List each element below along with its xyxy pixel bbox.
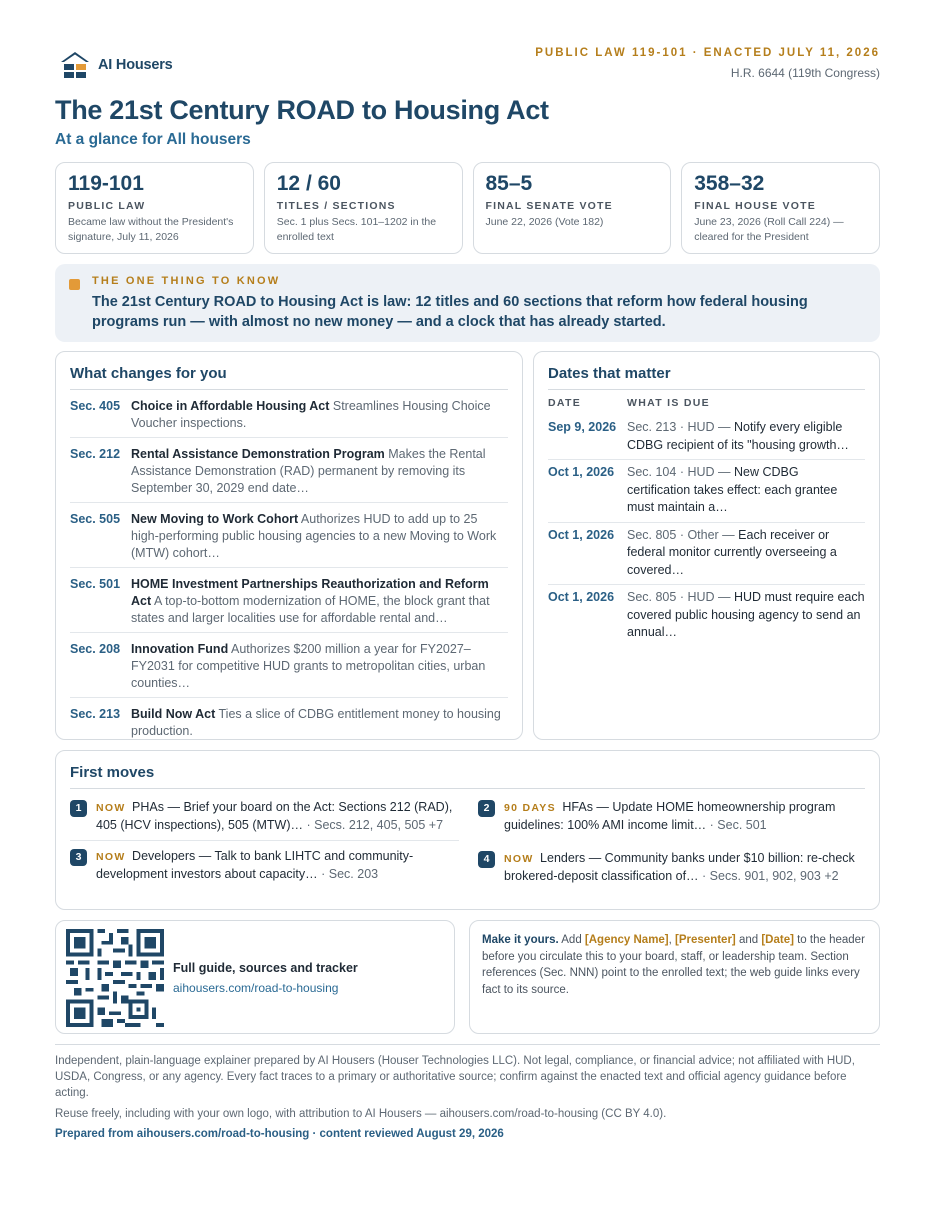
- move-body: [96, 799, 459, 834]
- callout-text: The 21st Century ROAD to Housing Act is law: 12 titles and 60 sections that reform how federal housing programs run — with almost no new money — and a clock that has already started.: [92, 294, 808, 330]
- first-moves-title: First moves: [70, 764, 865, 789]
- make-it-yours-t2: ,: [668, 934, 676, 946]
- brand-logo[interactable]: [60, 50, 173, 80]
- brand-name: AI Housers: [98, 57, 173, 73]
- date-ref: Sec. 104 · HUD —: [627, 465, 734, 479]
- move-number-badge: 3: [70, 849, 87, 866]
- bill-line: H.R. 6644 (119th Congress): [730, 66, 880, 80]
- one-thing-callout: [55, 264, 880, 342]
- changes-title: What changes for you: [70, 365, 508, 390]
- change-item: [70, 390, 508, 438]
- change-section: Sec. 501: [70, 577, 121, 591]
- date-row: [548, 585, 865, 647]
- date-value: Oct 1, 2026: [548, 527, 615, 542]
- change-item: [70, 568, 508, 633]
- date-what: [627, 464, 865, 517]
- change-section: Sec. 212: [70, 447, 121, 461]
- page-header: [55, 44, 880, 84]
- footer-reuse: Reuse freely, including with your own logo, with attribution to AI Housers — aihousers.com/road-to-housing (CC BY 4.0).: [55, 1108, 667, 1120]
- move-number-badge: 4: [478, 851, 495, 868]
- dates-title: Dates that matter: [548, 365, 865, 390]
- move-item: [478, 840, 867, 891]
- date-row: [548, 523, 865, 586]
- date-value: Sep 9, 2026: [548, 420, 617, 434]
- stat-desc: June 22, 2026 (Vote 182): [485, 216, 604, 228]
- stat-label: FINAL HOUSE VOTE: [694, 200, 816, 212]
- move-item: [478, 789, 867, 840]
- change-name: Choice in Affordable Housing Act: [131, 399, 330, 413]
- date-value: Oct 1, 2026: [548, 590, 615, 604]
- make-it-yours-t4: to the header before you circulate this to your board, staff, or leadership team. Section references (Sec. NNN) point to the enrolled text; the web guide links every fact to its source.: [482, 934, 865, 996]
- change-section: Sec. 208: [70, 642, 121, 656]
- dates-panel: [533, 351, 880, 740]
- change-name: New Moving to Work Cohort: [131, 512, 299, 526]
- changes-panel: [55, 351, 523, 740]
- stat-card-house-vote: [681, 162, 880, 254]
- law-meta: [535, 47, 880, 80]
- change-desc: Authorizes HUD to add up to 25 high-performing public housing agencies to a new Moving to Work (MTW) cohort…: [131, 512, 497, 560]
- stats-row: [55, 162, 880, 254]
- guide-link[interactable]: aihousers.com/road-to-housing: [173, 981, 339, 995]
- move-when: NOW: [96, 851, 126, 863]
- page-footer: [55, 1044, 880, 1142]
- footer-disclaimer: Independent, plain-language explainer prepared by AI Housers (Houser Technologies LLC). Not legal, compliance, or financial advice; not affiliated with HUD, USDA, Congress, or any agency. Every fact traces to a primary or authoritative source; confirm against the enacted text and official agency guidance before acting.: [55, 1055, 855, 1099]
- move-text: Developers — Talk to bank LIHTC and community-development investors about capacity…: [96, 849, 414, 881]
- move-text: PHAs — Brief your board on the Act: Sections 212 (RAD), 405 (HCV inspections), 505 (MTW)…: [96, 800, 453, 832]
- move-number-badge: 2: [478, 800, 495, 817]
- law-line: PUBLIC LAW 119-101 · ENACTED JULY 11, 2026: [535, 47, 880, 59]
- guide-panel: [55, 920, 455, 1034]
- change-name: HOME Investment Partnerships Reauthorization and Reform Act: [131, 577, 489, 608]
- change-section: Sec. 405: [70, 399, 121, 413]
- move-when: NOW: [504, 853, 534, 865]
- change-body: [131, 398, 508, 432]
- date-what: [627, 589, 865, 642]
- change-section: Sec. 505: [70, 512, 121, 526]
- date-what: [627, 527, 865, 580]
- date-row: [548, 415, 865, 460]
- page-subtitle: At a glance for All housers: [55, 131, 251, 148]
- change-desc: Authorizes $200 million a year for FY2027–FY2031 for competitive HUD grants to metropolitan cities, urban counties…: [131, 642, 486, 690]
- move-when: 90 DAYS: [504, 802, 556, 814]
- stat-label: FINAL SENATE VOTE: [485, 200, 613, 212]
- placeholder-date: [Date]: [761, 934, 794, 946]
- stat-desc: June 23, 2026 (Roll Call 224) — cleared for the President: [694, 216, 844, 243]
- change-body: [131, 446, 508, 497]
- move-ref: · Sec. 501: [706, 818, 767, 832]
- move-ref: · Sec. 203: [317, 867, 379, 881]
- change-name: Innovation Fund: [131, 642, 229, 656]
- stat-value: 12 / 60: [276, 172, 341, 195]
- date-what: [627, 419, 865, 454]
- moves-grid: [70, 789, 865, 891]
- date-ref: Sec. 805 · HUD —: [627, 590, 734, 604]
- guide-title: Full guide, sources and tracker: [173, 961, 358, 975]
- make-it-yours-panel: [469, 920, 880, 1034]
- first-moves-panel: [55, 750, 880, 910]
- callout-label: THE ONE THING TO KNOW: [92, 275, 281, 287]
- placeholder-agency: [Agency Name]: [584, 934, 669, 946]
- date-value: Oct 1, 2026: [548, 465, 615, 479]
- move-when: NOW: [96, 802, 126, 814]
- change-desc: Streamlines Housing Choice Voucher inspections.: [131, 399, 491, 430]
- change-item: [70, 633, 508, 698]
- change-body: [131, 706, 508, 740]
- placeholder-presenter: [Presenter]: [675, 934, 736, 946]
- date-text: Each receiver or federal monitor currently overseeing a covered…: [627, 527, 837, 577]
- stat-desc: Sec. 1 plus Secs. 101–1202 in the enrolled text: [276, 216, 437, 243]
- move-ref: · Secs. 212, 405, 505 +7: [303, 818, 444, 832]
- stat-card-public-law: [55, 162, 254, 254]
- change-desc: A top-to-bottom modernization of HOME, the block grant that states and larger localities use for affordable rental and…: [131, 594, 490, 625]
- col-what-header: WHAT IS DUE: [627, 397, 710, 409]
- page-title: The 21st Century ROAD to Housing Act: [55, 95, 549, 125]
- stat-value: 85–5: [485, 172, 533, 195]
- change-body: [131, 641, 508, 692]
- change-body: [131, 511, 508, 562]
- house-logo-icon: [60, 50, 90, 80]
- date-ref: Sec. 805 · Other —: [627, 527, 739, 542]
- change-item: [70, 698, 508, 745]
- stat-card-senate-vote: [473, 162, 672, 254]
- col-date-header: DATE: [548, 397, 582, 409]
- change-desc: Makes the Rental Assistance Demonstration (RAD) permanent by removing its September 30, 2029 end date…: [131, 447, 486, 495]
- move-body: [504, 850, 867, 885]
- move-body: [96, 848, 459, 885]
- move-item: [70, 789, 459, 840]
- change-name: Rental Assistance Demonstration Program: [131, 447, 385, 461]
- stat-card-titles-sections: [264, 162, 463, 254]
- date-text: HUD must require each covered public housing agency to send an annual…: [627, 590, 865, 639]
- change-name: Build Now Act: [131, 707, 216, 721]
- qr-code-icon[interactable]: [66, 929, 164, 1027]
- move-ref: · Secs. 901, 902, 903 +2: [698, 869, 839, 883]
- make-it-yours-lead: Make it yours.: [482, 934, 559, 946]
- stat-label: TITLES / SECTIONS: [276, 200, 396, 212]
- change-desc: Ties a slice of CDBG entitlement money to housing production.: [131, 707, 501, 738]
- stat-value: 119-101: [68, 172, 144, 195]
- date-text: Notify every eligible CDBG recipient of its "housing growth…: [627, 420, 849, 452]
- make-it-yours-text: [482, 932, 867, 998]
- date-ref: Sec. 213 · HUD —: [627, 420, 734, 434]
- callout-marker-icon: [69, 279, 80, 290]
- change-body: [131, 576, 508, 627]
- move-number-badge: 1: [70, 800, 87, 817]
- move-text: HFAs — Update HOME homeownership program guidelines: 100% AMI income limit…: [504, 800, 836, 832]
- stat-label: PUBLIC LAW: [68, 200, 146, 212]
- date-row: [548, 460, 865, 523]
- move-item: [70, 840, 459, 891]
- change-item: [70, 438, 508, 503]
- make-it-yours-t1: Add: [558, 934, 585, 946]
- footer-prepared: Prepared from aihousers.com/road-to-housing · content reviewed August 29, 2026: [55, 1128, 504, 1140]
- move-body: [504, 799, 867, 834]
- make-it-yours-t3: and: [735, 934, 762, 946]
- stat-value: 358–32: [694, 172, 765, 195]
- change-item: [70, 503, 508, 568]
- date-text: New CDBG certification takes effect: each grantee must maintain a…: [627, 465, 838, 514]
- stat-desc: Became law without the President's signature, July 11, 2026: [68, 216, 234, 243]
- move-text: Lenders — Community banks under $10 billion: re-check brokered-deposit classification of…: [504, 851, 855, 883]
- dates-table-header: [548, 390, 865, 415]
- change-section: Sec. 213: [70, 707, 121, 721]
